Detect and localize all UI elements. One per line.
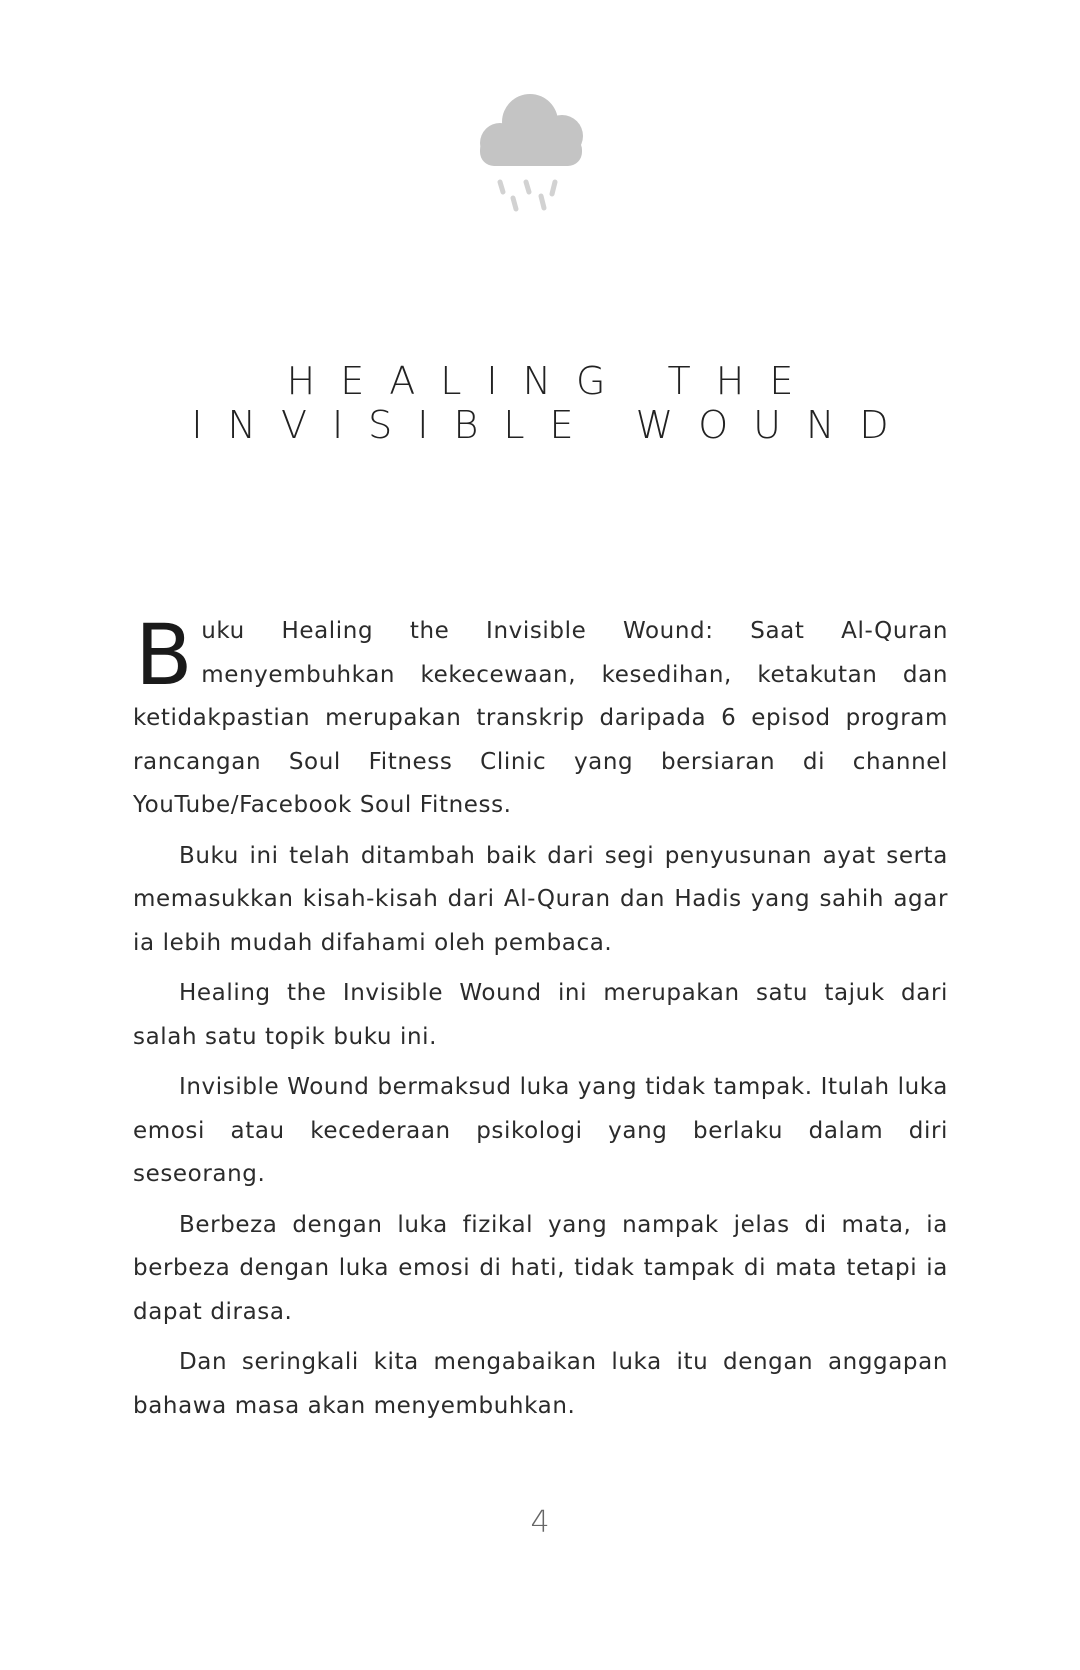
- paragraph-6: Dan seringkali kita mengabaikan luka itu dengan anggapan bahawa masa akan menyembuhkan.: [133, 1349, 948, 1419]
- paragraph-5: Berbeza dengan luka fizikal yang nampak jelas di mata, ia berbeza dengan luka emosi di hati, tidak tampak di mata tetapi ia dapat dirasa.: [133, 1211, 948, 1325]
- paragraph-2: Buku ini telah ditambah baik dari segi penyusunan ayat serta memasukkan kisah-kisah dari Al-Quran dan Hadis yang sahih agar ia lebih mudah difahami oleh pembaca.: [133, 842, 948, 956]
- chapter-title-line-2: INVISIBLE WOUND: [191, 403, 914, 448]
- page-number: 4: [530, 1505, 550, 1540]
- chapter-title: [0, 359, 1080, 447]
- paragraph-1: [133, 606, 948, 828]
- paragraph-4: Invisible Wound bermaksud luka yang tidak tampak. Itulah luka emosi atau kecederaan psikologi yang berlaku dalam diri seseorang.: [133, 1074, 948, 1187]
- rain-cloud-icon: [470, 88, 600, 218]
- paragraph-1-text: uku Healing the Invisible Wound: Saat Al-Quran menyembuhkan kekecewaan, kesedihan, ketakutan dan ketidakpastian merupakan transkrip daripada 6 episod program rancangan Soul Fitness Clinic yang bersiaran di channel YouTube/Facebook Soul Fitness.: [133, 618, 948, 818]
- chapter-body: [133, 606, 948, 1435]
- chapter-title-line-1: HEALING THE: [286, 359, 819, 404]
- drop-cap: B: [135, 606, 194, 704]
- paragraph-3: Healing the Invisible Wound ini merupakan satu tajuk dari salah satu topik buku ini.: [133, 980, 948, 1050]
